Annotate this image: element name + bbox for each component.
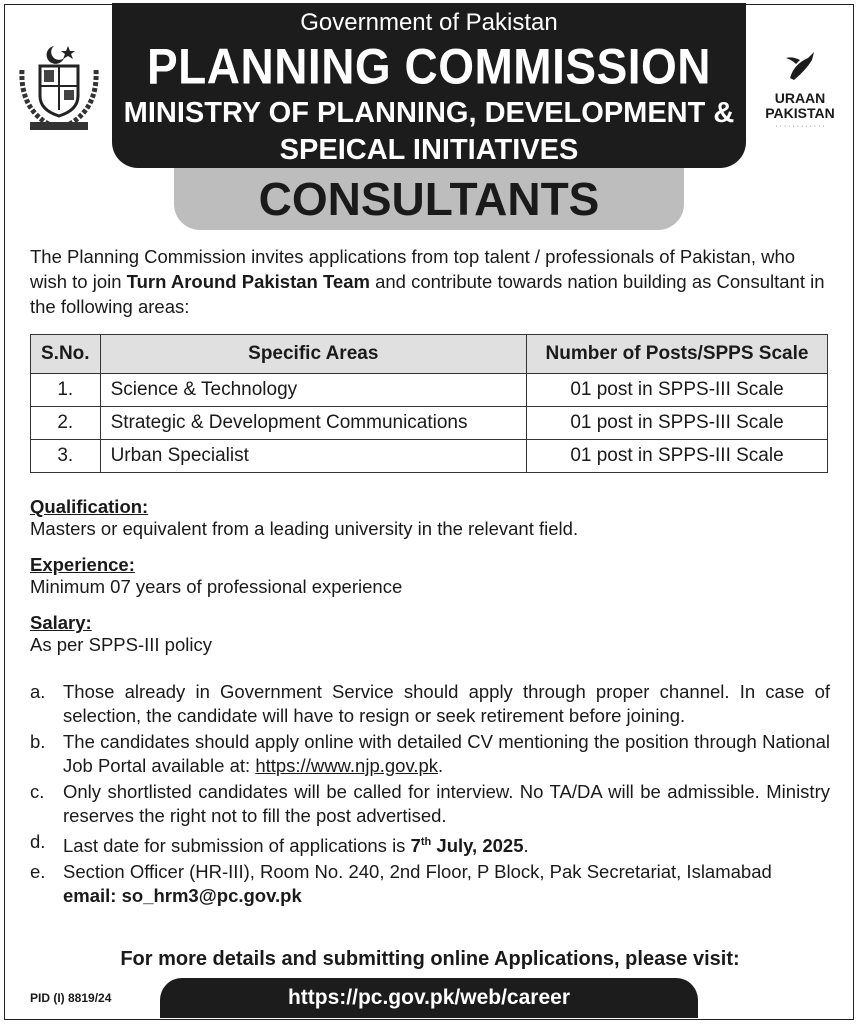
row-area: Science & Technology	[100, 374, 526, 407]
note-text: The candidates should apply online with detailed CV mentioning the position through National Job Portal available at:	[63, 731, 830, 776]
header-banner	[112, 3, 746, 168]
row-area: Urban Specialist	[100, 440, 526, 473]
government-title: Government of Pakistan	[300, 9, 558, 36]
uraan-line-2: PAKISTAN	[765, 105, 835, 121]
intro-text-2: and contribute towards nation building as Consultant in the following areas:	[30, 271, 825, 317]
salary-text: As per SPPS-III policy	[30, 634, 212, 655]
note-end: .	[523, 835, 529, 857]
career-link[interactable]: https://pc.gov.pk/web/career	[287, 986, 570, 1009]
list-item	[30, 730, 830, 778]
bird-icon	[780, 48, 820, 86]
note-end: .	[438, 755, 444, 776]
intro-paragraph	[30, 244, 830, 319]
row-posts: 01 post in SPPS-III Scale	[527, 374, 828, 407]
col-areas: Specific Areas	[100, 335, 526, 374]
list-item	[30, 830, 830, 858]
row-sno: 2.	[31, 407, 101, 440]
intro-text-1: The Planning Commission invites applications from top talent / professionals of Pakistan, who wish to join	[30, 246, 796, 292]
list-item	[30, 780, 830, 828]
ministry-line-1: MINISTRY OF PLANNING, DEVELOPMENT &	[123, 97, 735, 129]
note-marker: e.	[30, 861, 46, 883]
col-posts: Number of Posts/SPPS Scale	[527, 335, 828, 374]
row-posts: 01 post in SPPS-III Scale	[527, 407, 828, 440]
note-text: Those already in Government Service should apply through proper channel. In case of selection, the candidate will have to resign or seek retirement before joining.	[63, 681, 830, 726]
notes-list	[30, 680, 830, 910]
experience-section	[30, 554, 830, 598]
deadline-sup: th	[420, 836, 432, 848]
page-title: CONSULTANTS	[258, 173, 600, 225]
table-row	[31, 374, 828, 407]
row-posts: 01 post in SPPS-III Scale	[527, 440, 828, 473]
qualification-section	[30, 496, 830, 540]
col-sno: S.No.	[31, 335, 101, 374]
uraan-tagline: · · · · · · · · · · · ·	[775, 123, 825, 130]
note-marker: a.	[30, 681, 46, 702]
qualification-text: Masters or equivalent from a leading university in the relevant field.	[30, 518, 579, 539]
experience-text: Minimum 07 years of professional experience	[30, 576, 403, 597]
note-marker: c.	[30, 781, 45, 802]
deadline-date: July, 2025	[431, 835, 524, 857]
row-sno: 1.	[31, 374, 101, 407]
salary-section	[30, 612, 830, 656]
uraan-pakistan-logo	[754, 48, 846, 148]
deadline-day: 7	[410, 835, 421, 857]
row-sno: 3.	[31, 440, 101, 473]
uraan-line-1: URAAN	[774, 90, 826, 106]
title-banner	[174, 168, 684, 230]
row-area: Strategic & Development Communications	[100, 407, 526, 440]
ministry-line-2: SPEICAL INITIATIVES	[279, 134, 579, 166]
career-url-banner	[160, 978, 698, 1018]
visit-note: For more details and submitting online Applications, please visit:	[120, 948, 740, 970]
note-text: Section Officer (HR-III), Room No. 240, 2nd Floor, P Block, Pak Secretariat, Islamabad	[63, 861, 772, 883]
contact-email[interactable]: email: so_hrm3@pc.gov.pk	[63, 885, 302, 907]
table-row	[31, 440, 828, 473]
pakistan-emblem-icon	[16, 40, 102, 136]
table-header-row	[31, 335, 828, 374]
note-text: Last date for submission of applications is	[63, 835, 411, 857]
experience-heading: Experience:	[30, 554, 135, 575]
note-marker: b.	[30, 731, 46, 752]
pid-number: PID (I) 8819/24	[30, 991, 112, 1005]
positions-table	[30, 334, 828, 473]
note-text: Only shortlisted candidates will be called for interview. No TA/DA will be admissible. Ministry reserves the right not to fill the post advertised.	[63, 781, 830, 826]
table-row	[31, 407, 828, 440]
intro-team: Turn Around Pakistan Team	[126, 271, 370, 292]
njp-link[interactable]: https://www.njp.gov.pk	[255, 755, 438, 776]
qualification-heading: Qualification:	[30, 496, 149, 517]
commission-title: PLANNING COMMISSION	[146, 37, 712, 95]
list-item	[30, 680, 830, 728]
salary-heading: Salary:	[30, 612, 92, 633]
list-item	[30, 860, 830, 908]
note-marker: d.	[30, 831, 46, 852]
